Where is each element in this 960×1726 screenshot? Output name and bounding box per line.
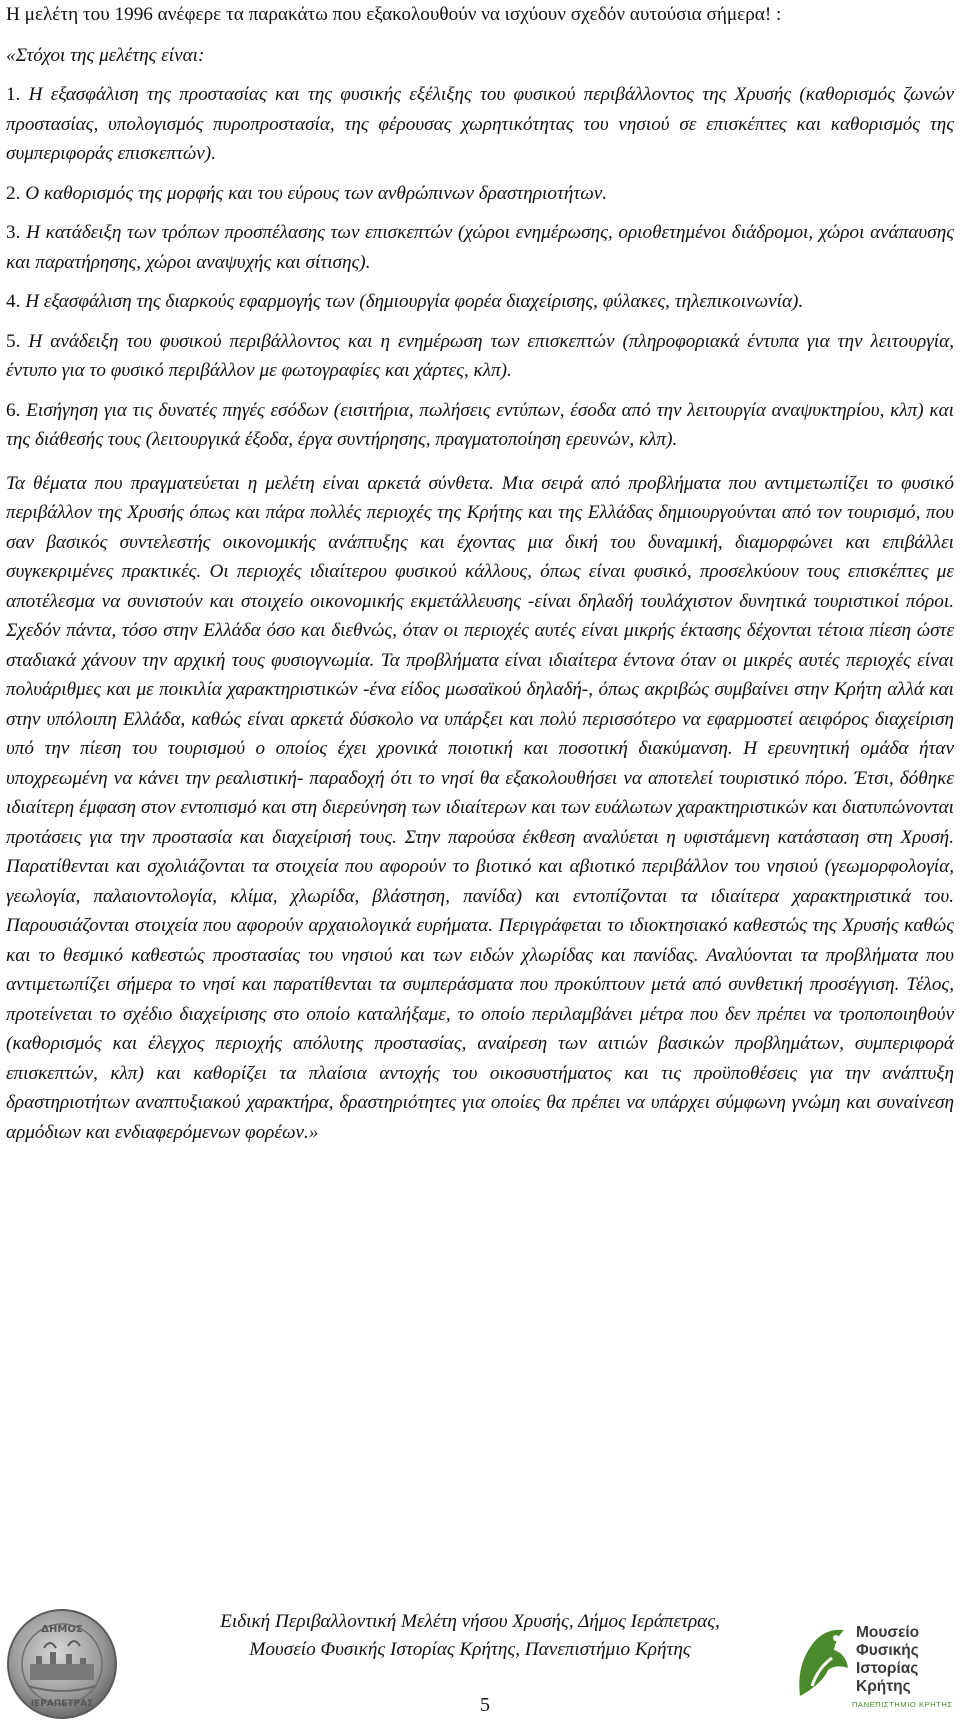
body-text [6,0,954,1147]
goals-heading: «Στόχοι της μελέτης είναι: [6,44,205,66]
seal-top-text: ΔΗΜΟΣ [41,1624,83,1635]
goal-item [6,80,954,169]
museum-logo [792,1620,960,1720]
goal-text: Η κατάδειξη των τρόπων προσπέλασης των επισκεπτών (χώροι ενημέρωσης, οριοθετημένοι διάδρομοι, χώροι ανάπαυσης και παρατήρησης, χώροι αναψυχής και σίτισης). [6,222,955,273]
goal-item [6,218,954,277]
goal-number: 1. [6,84,21,105]
goal-item [6,287,954,317]
intro-paragraph: Η μελέτη του 1996 ανέφερε τα παρακάτω που εξακολουθούν να ισχύουν σχεδόν αυτούσια σήμερα! : [6,4,782,25]
page-number: 5 [480,1694,490,1716]
goal-text: Η ανάδειξη του φυσικού περιβάλλοντος και η ενημέρωση των επισκεπτών (πληροφοριακά έντυπα για την λειτουργία, έντυπο για το φυσικό περιβάλλον με φωτογραφίες και χάρτες, κλπ). [6,330,954,381]
seal-bottom-text: ΙΕΡΑΠΕΤΡΑΣ [30,1699,94,1709]
museum-name [856,1624,956,1696]
museum-line-2: Φυσικής [856,1642,919,1659]
goal-item [6,179,954,209]
museum-subtitle: ΠΑΝΕΠΙΣΤΗΜΙΟ ΚΡΗΤΗΣ [852,1700,953,1709]
museum-line-3: Ιστορίας [856,1660,919,1677]
seal-icon [6,1608,118,1720]
goal-item [6,327,954,386]
goal-text: Ο καθορισμός της μορφής και του εύρους των ανθρώπινων δραστηριοτήτων. [25,182,608,204]
footer-line-2: Μουσείο Φυσικής Ιστορίας Κρήτης, Πανεπιστήμιο Κρήτης [249,1639,691,1660]
footer-line-1: Ειδική Περιβαλλοντική Μελέτη νήσου Χρυσής, Δήμος Ιεράπετρας, [220,1611,720,1632]
goal-text: Εισήγηση για τις δυνατές πηγές εσόδων (εισιτήρια, πωλήσεις εντύπων, έσοδα από την λειτουργία αναψυκτηρίου, κλπ) και της διάθεσής τους (λειτουργικά έξοδα, έργα συντήρησης, πραγματοποίηση ερευνών, κλπ). [6,399,954,450]
municipality-seal-logo [6,1608,118,1720]
goal-item [6,396,954,455]
goal-text: Η εξασφάλιση της προστασίας και της φυσικής εξέλιξης του φυσικού περιβάλλοντος της Χρυσής (καθορισμός ζωνών προστασίας, υπολογισμός πυροπροστασία, της φέρουσας χωρητικότητας του νησιού σε επισκέπτες και καθορισμός της συμπεριφοράς επισκεπτών). [6,84,954,164]
goal-number: 4. [6,291,21,312]
museum-line-4: Κρήτης [856,1678,911,1695]
goal-text: Η εξασφάλιση της διαρκούς εφαρμογής των (δημιουργία φορέα διαχείρισης, φύλακες, τηλεπικοινωνία). [25,291,804,312]
museum-line-1: Μουσείο [856,1624,920,1641]
goal-number: 3. [6,222,21,243]
goal-number: 2. [6,182,21,204]
footer-caption [160,1608,780,1664]
goal-number: 5. [6,330,21,352]
bird-leaf-icon [792,1624,852,1704]
summary-paragraph: Τα θέματα που πραγματεύεται η μελέτη είναι αρκετά σύνθετα. Μια σειρά από προβλήματα που αντιμετωπίζει το φυσικό περιβάλλον της Χρυσής όπως και πάρα πολλές περιοχές της Κρήτης και της Ελλάδας δημιουργούνται από τον τουρισμό, που σαν βασικός συντελεστής οικονομικής ανάπτυξης και έχοντας μια δική του δυναμική, διαμορφώνει και επιβάλλει συγκεκριμένες πρακτικές. Οι περιοχές ιδιαίτερου φυσικού κάλλους, όπως είναι φυσικό, προσελκύουν τους επισκέπτες με αποτέλεσμα να συνιστούν και στοιχείο οικονομικής εκμετάλλευσης -είναι δηλαδή τουλάχιστον δυνητικά τουριστικοί πόροι. Σχεδόν πάντα, τόσο στην Ελλάδα όσο και διεθνώς, όταν οι περιοχές αυτές είναι μικρής έκτασης δέχονται τέτοια πίεση ώστε σταδιακά χάνουν την αρχική τους φυσιογνωμία. Τα προβλήματα είναι ιδιαίτερα έντονα όταν οι μικρές αυτές περιοχές είναι πολυάριθμες και με ποικιλία χαρακτηριστικών -ένα είδος μωσαϊκού δηλαδή-, όπως ακριβώς συμβαίνει στην Κρήτη αλλά και στην υπόλοιπη Ελλάδα, καθώς είναι αρκετά δύσκολο να υπάρξει και πολύ περισσότερο να εφαρμοστεί αειφόρος διαχείριση υπό την πίεση του τουρισμού ο οποίος έχει χρονικά ποιοτική και ποσοτική διακύμανση. Η ερευνητική ομάδα ήταν υποχρεωμένη να κάνει την ρεαλιστική- παραδοχή ότι το νησί θα εξακολουθήσει να αποτελεί τουριστικό πόρο. Έτσι, δόθηκε ιδιαίτερη έμφαση στον εντοπισμό και στη διερεύνηση των ιδιαίτερων και των ευάλωτων χαρακτηριστικών και διατυπώνονται προτάσεις για την προστασία και διαχείρισή τους. Στην παρούσα έκθεση αναλύεται η υφιστάμενη κατάσταση στη Χρυσή. Παρατίθενται και σχολιάζονται τα στοιχεία που αφορούν το βιοτικό και αβιοτικό περιβάλλον του νησιού (γεωμορφολογία, γεωλογία, παλαιοντολογία, κλίμα, χλωρίδα, βλάστηση, πανίδα) και εντοπίζονται τα ιδιαίτερα χαρακτηριστικά του. Παρουσιάζονται στοιχεία που αφορούν αρχαιολογικά ευρήματα. Περιγράφεται το ιδιοκτησιακό καθεστώς της Χρυσής καθώς και το θεσμικό καθεστώς προστασίας του νησιού και των ειδών χλωρίδας και πανίδας. Αναλύονται τα προβλήματα που αντιμετωπίζει σήμερα το νησί και παρατίθενται τα συμπεράσματα που προκύπτουν μετά από συνθετική προσέγγιση. Τέλος, προτείνεται το σχέδιο διαχείρισης στο οποίο καταλήξαμε, το οποίο περιλαμβάνει μέτρα που δεν πρέπει να τροποποιηθούν (καθορισμός και έλεγχος περιοχής απόλυτης προστασίας, αναίρεση των αιτιών βασικών προβλημάτων, συμπεριφορά επισκεπτών, κλπ) και καθορίζει τα πλαίσια αντοχής του οικοσυστήματος και τις προϋποθέσεις για την ανάπτυξη δραστηριοτήτων αναπτυξιακού χαρακτήρα, δραστηριότητες για οποίες θα πρέπει να υπάρχει σύμφωνη γνώμη και συναίνεση αρμόδιων και ενδιαφερόμενων φορέων.» [6,472,954,1143]
goal-number: 6. [6,399,21,421]
